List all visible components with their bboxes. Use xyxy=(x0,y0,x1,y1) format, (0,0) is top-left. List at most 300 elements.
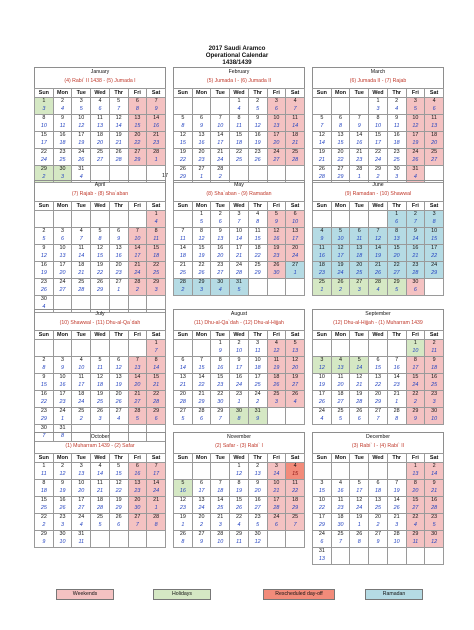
gregorian-day: 7 xyxy=(395,480,399,486)
day-cell xyxy=(230,211,249,228)
day-cell xyxy=(313,514,332,531)
gregorian-day: 29 xyxy=(153,279,160,285)
gregorian-day: 8 xyxy=(395,228,399,234)
gregorian-day: 16 xyxy=(40,262,47,268)
hijri-day: 18 xyxy=(59,139,66,146)
day-cell xyxy=(35,463,54,480)
day-cell xyxy=(211,531,230,548)
weekday-header: Thr xyxy=(387,454,406,463)
hijri-day: 10 xyxy=(40,122,47,129)
week-row xyxy=(313,480,444,497)
empty-cell xyxy=(331,463,350,480)
hijri-day: 16 xyxy=(393,364,400,371)
day-cell xyxy=(109,391,128,408)
gregorian-day: 21 xyxy=(217,149,224,155)
hijri-day: 9 xyxy=(413,415,417,422)
empty-cell xyxy=(147,531,166,548)
empty-cell xyxy=(128,531,147,548)
hijri-day: 14 xyxy=(292,122,299,129)
gregorian-day: 27 xyxy=(134,149,141,155)
weekday-header: Wed xyxy=(91,89,110,98)
hijri-day: 6 xyxy=(218,218,222,225)
hijri-day: 28 xyxy=(96,504,103,511)
weekday-header: Wed xyxy=(230,202,249,211)
hijri-day: 18 xyxy=(374,487,381,494)
empty-cell xyxy=(192,98,211,115)
hijri-day: 21 xyxy=(356,381,363,388)
gregorian-day: 27 xyxy=(374,408,381,414)
week-row xyxy=(174,115,305,132)
gregorian-day: 21 xyxy=(153,497,160,503)
day-cell xyxy=(267,497,286,514)
week-row xyxy=(313,531,444,548)
gregorian-day: 22 xyxy=(153,262,160,268)
day-cell xyxy=(35,497,54,514)
weekday-header: Sat xyxy=(425,454,444,463)
day-cell xyxy=(406,340,425,357)
weekday-header: Wed xyxy=(91,202,110,211)
day-cell xyxy=(128,132,147,149)
week-row xyxy=(35,514,166,531)
hijri-day: 3 xyxy=(376,105,380,112)
hijri-day: 6 xyxy=(61,235,65,242)
day-cell xyxy=(425,115,444,132)
hijri-day: 17 xyxy=(198,487,205,494)
hijri-day: 24 xyxy=(78,398,85,405)
day-cell xyxy=(174,245,193,262)
day-cell xyxy=(109,132,128,149)
day-cell xyxy=(286,211,305,228)
hijri-day: 29 xyxy=(179,173,186,180)
hijri-day: 19 xyxy=(273,364,280,371)
gregorian-day: 18 xyxy=(292,132,299,138)
hijri-day: 15 xyxy=(115,470,122,477)
gregorian-day: 19 xyxy=(115,132,122,138)
day-cell xyxy=(109,115,128,132)
hijri-day: 24 xyxy=(235,381,242,388)
gregorian-day: 5 xyxy=(357,480,361,486)
month-table xyxy=(312,330,444,425)
hijri-day: 13 xyxy=(318,555,325,562)
hijri-day: 18 xyxy=(254,364,261,371)
gregorian-day: 29 xyxy=(198,279,205,285)
day-cell xyxy=(230,132,249,149)
hijri-day: 30 xyxy=(337,521,344,528)
week-row xyxy=(35,115,166,132)
weekday-header: Sun xyxy=(35,89,54,98)
gregorian-day: 20 xyxy=(115,391,122,397)
weekday-header: Mon xyxy=(331,89,350,98)
hijri-day: 17 xyxy=(356,487,363,494)
gregorian-day: 5 xyxy=(98,357,102,363)
weekday-header: Fri xyxy=(406,202,425,211)
day-cell xyxy=(91,245,110,262)
hijri-day: 16 xyxy=(179,487,186,494)
gregorian-day: 10 xyxy=(78,480,85,486)
day-cell xyxy=(267,149,286,166)
hijri-day: 15 xyxy=(337,139,344,146)
day-cell xyxy=(53,480,72,497)
weekday-header: Wed xyxy=(369,202,388,211)
day-cell xyxy=(350,132,369,149)
empty-cell xyxy=(53,340,72,357)
week-row xyxy=(174,262,305,279)
hijri-day: 8 xyxy=(181,122,185,129)
gregorian-day: 17 xyxy=(318,514,325,520)
hijri-day: 18 xyxy=(40,487,47,494)
hijri-day: 13 xyxy=(134,364,141,371)
gregorian-day: 11 xyxy=(431,115,437,121)
day-cell xyxy=(192,115,211,132)
weekday-header: Mon xyxy=(192,331,211,340)
month-header xyxy=(34,309,166,330)
gregorian-day: 12 xyxy=(273,228,280,234)
gregorian-day: 9 xyxy=(395,115,399,121)
gregorian-day: 27 xyxy=(198,531,205,537)
gregorian-day: 15 xyxy=(393,245,400,251)
day-cell xyxy=(425,463,444,480)
month-november xyxy=(173,432,305,548)
day-cell xyxy=(230,357,249,374)
empty-cell xyxy=(369,340,388,357)
day-cell xyxy=(174,408,193,425)
hijri-day: 25 xyxy=(153,269,160,276)
hijri-day: 22 xyxy=(40,398,47,405)
day-cell xyxy=(91,480,110,497)
gregorian-day: 20 xyxy=(356,262,363,268)
day-cell xyxy=(230,115,249,132)
week-row xyxy=(35,463,166,480)
weekday-header: Thr xyxy=(387,202,406,211)
hijri-day: 27 xyxy=(217,269,224,276)
hijri-day: 12 xyxy=(115,364,122,371)
hijri-day: 1 xyxy=(237,398,241,405)
hijri-day: 12 xyxy=(235,470,242,477)
week-row xyxy=(35,279,166,296)
gregorian-day: 31 xyxy=(412,166,419,172)
gregorian-day: 16 xyxy=(59,497,66,503)
day-cell xyxy=(286,391,305,408)
gregorian-day: 14 xyxy=(393,374,400,380)
hijri-day: 29 xyxy=(337,173,344,180)
day-cell xyxy=(72,408,91,425)
day-cell xyxy=(248,391,267,408)
hijri-day: 23 xyxy=(356,156,363,163)
gregorian-day: 2 xyxy=(218,211,222,217)
month-name: May xyxy=(234,182,244,188)
day-cell xyxy=(387,132,406,149)
gregorian-day: 7 xyxy=(200,357,204,363)
gregorian-day: 7 xyxy=(395,357,399,363)
day-cell xyxy=(425,228,444,245)
day-cell xyxy=(192,391,211,408)
day-cell xyxy=(248,132,267,149)
day-cell xyxy=(91,391,110,408)
week-row xyxy=(35,357,166,374)
day-cell xyxy=(313,115,332,132)
weekday-header: Fri xyxy=(267,89,286,98)
gregorian-day: 29 xyxy=(412,408,419,414)
month-table xyxy=(173,201,305,296)
gregorian-day: 11 xyxy=(97,480,103,486)
day-cell xyxy=(350,514,369,531)
hijri-day: 11 xyxy=(393,122,400,129)
gregorian-day: 20 xyxy=(198,514,205,520)
gregorian-day: 24 xyxy=(78,149,85,155)
day-cell xyxy=(406,132,425,149)
gregorian-day: 15 xyxy=(374,132,381,138)
day-cell xyxy=(174,132,193,149)
hijri-range: (2) Safar - (3) Rabi` I xyxy=(215,443,263,449)
empty-cell xyxy=(331,548,350,565)
gregorian-day: 12 xyxy=(356,497,363,503)
hijri-day: 24 xyxy=(134,269,141,276)
weekday-header: Mon xyxy=(53,89,72,98)
hijri-day: 21 xyxy=(292,139,299,146)
hijri-day: 1 xyxy=(181,521,185,528)
day-cell xyxy=(286,463,305,480)
hijri-day: 29 xyxy=(318,521,325,528)
gregorian-day: 3 xyxy=(320,480,324,486)
weekday-header: Thr xyxy=(248,331,267,340)
day-cell xyxy=(248,115,267,132)
gregorian-day: 25 xyxy=(273,391,280,397)
day-cell xyxy=(174,391,193,408)
day-cell xyxy=(286,149,305,166)
gregorian-day: 1 xyxy=(42,98,46,104)
hijri-day: 1 xyxy=(61,415,65,422)
gregorian-day: 25 xyxy=(96,149,103,155)
day-cell xyxy=(91,228,110,245)
day-cell xyxy=(267,357,286,374)
gregorian-day: 14 xyxy=(134,245,141,251)
hijri-day: 25 xyxy=(431,381,438,388)
day-cell xyxy=(174,115,193,132)
gregorian-day: 11 xyxy=(273,357,280,363)
hijri-day: 22 xyxy=(292,487,299,494)
gregorian-day: 2 xyxy=(42,357,46,363)
hijri-day: 6 xyxy=(154,415,158,422)
day-cell xyxy=(387,497,406,514)
hijri-day: 2 xyxy=(376,173,380,180)
day-cell xyxy=(313,245,332,262)
day-cell xyxy=(267,245,286,262)
gregorian-day: 21 xyxy=(217,514,224,520)
hijri-day: 4 xyxy=(79,173,83,180)
hijri-day: 21 xyxy=(115,139,122,146)
month-december xyxy=(312,432,444,565)
hijri-day: 5 xyxy=(79,105,83,112)
week-row xyxy=(313,279,444,296)
gregorian-day: 12 xyxy=(337,245,344,251)
hijri-day: 29 xyxy=(134,156,141,163)
weekday-header: Fri xyxy=(267,202,286,211)
month-header xyxy=(34,432,166,453)
gregorian-day: 27 xyxy=(115,408,122,414)
gregorian-day: 9 xyxy=(413,228,417,234)
hijri-day: 27 xyxy=(78,504,85,511)
weekday-header: Sat xyxy=(425,202,444,211)
gregorian-day: 16 xyxy=(235,374,242,380)
gregorian-day: 4 xyxy=(79,357,83,363)
hijri-day: 1 xyxy=(200,173,204,180)
gregorian-day: 19 xyxy=(356,514,363,520)
gregorian-day: 24 xyxy=(431,262,438,268)
day-cell xyxy=(174,497,193,514)
day-cell xyxy=(369,262,388,279)
day-cell xyxy=(147,497,166,514)
weekday-header: Sat xyxy=(147,202,166,211)
hijri-day: 6 xyxy=(274,521,278,528)
gregorian-day: 21 xyxy=(134,262,141,268)
gregorian-day: 28 xyxy=(134,408,141,414)
gregorian-day: 3 xyxy=(274,98,278,104)
hijri-range: (6) Jumada II - (7) Rajab xyxy=(349,78,407,84)
day-cell xyxy=(248,480,267,497)
day-cell xyxy=(53,262,72,279)
month-table xyxy=(173,330,305,425)
gregorian-day: 6 xyxy=(293,211,297,217)
empty-cell xyxy=(387,463,406,480)
gregorian-day: 31 xyxy=(318,548,325,554)
day-cell xyxy=(211,228,230,245)
hijri-day: 10 xyxy=(412,347,419,354)
hijri-day: 20 xyxy=(96,139,103,146)
gregorian-day: 13 xyxy=(115,245,122,251)
hijri-day: 7 xyxy=(237,218,241,225)
hijri-day: 5 xyxy=(181,415,185,422)
hijri-day: 19 xyxy=(412,139,419,146)
day-cell xyxy=(109,357,128,374)
gregorian-day: 22 xyxy=(40,514,47,520)
gregorian-day: 13 xyxy=(115,374,122,380)
day-cell xyxy=(109,463,128,480)
day-cell xyxy=(53,374,72,391)
gregorian-day: 28 xyxy=(134,279,141,285)
legend-holidays-swatch: Holidays xyxy=(153,589,211,600)
hijri-day: 3 xyxy=(42,105,46,112)
hijri-day: 2 xyxy=(200,521,204,528)
hijri-day: 15 xyxy=(318,487,325,494)
gregorian-day: 4 xyxy=(293,98,297,104)
day-cell xyxy=(174,531,193,548)
gregorian-day: 22 xyxy=(153,391,160,397)
gregorian-day: 24 xyxy=(78,514,85,520)
hijri-range: (8) Sha`aban - (9) Ramadan xyxy=(206,191,272,197)
day-cell xyxy=(313,391,332,408)
day-cell xyxy=(331,357,350,374)
hijri-day: 24 xyxy=(292,252,299,259)
week-row xyxy=(174,531,305,548)
day-cell xyxy=(286,497,305,514)
hijri-day: 4 xyxy=(79,521,83,528)
hijri-day: 7 xyxy=(376,415,380,422)
weekday-header: Sat xyxy=(425,331,444,340)
hijri-day: 22 xyxy=(134,139,141,146)
hijri-day: 3 xyxy=(395,521,399,528)
day-cell xyxy=(72,279,91,296)
hijri-day: 17 xyxy=(153,470,160,477)
hijri-day: 18 xyxy=(356,252,363,259)
empty-cell xyxy=(387,340,406,357)
day-cell xyxy=(35,262,54,279)
day-cell xyxy=(267,262,286,279)
gregorian-day: 3 xyxy=(256,340,260,346)
empty-cell xyxy=(174,211,193,228)
day-cell xyxy=(211,149,230,166)
gregorian-day: 16 xyxy=(393,132,400,138)
day-cell xyxy=(211,408,230,425)
hijri-day: 18 xyxy=(235,139,242,146)
hijri-day: 6 xyxy=(320,538,324,545)
weekday-header: Sun xyxy=(174,202,193,211)
gregorian-day: 13 xyxy=(198,132,205,138)
hijri-day: 1 xyxy=(320,286,324,293)
day-cell xyxy=(147,149,166,166)
hijri-day: 26 xyxy=(115,398,122,405)
day-cell xyxy=(91,408,110,425)
day-cell xyxy=(369,357,388,374)
weekday-header: Sat xyxy=(286,89,305,98)
gregorian-day: 9 xyxy=(42,374,46,380)
hijri-day: 14 xyxy=(78,252,85,259)
gregorian-day: 8 xyxy=(237,115,241,121)
hijri-day: 3 xyxy=(98,415,102,422)
hijri-day: 21 xyxy=(318,156,325,163)
week-row xyxy=(174,245,305,262)
gregorian-day: 13 xyxy=(134,480,141,486)
day-cell xyxy=(230,340,249,357)
weekday-header: Tue xyxy=(72,331,91,340)
hijri-day: 7 xyxy=(117,105,121,112)
gregorian-day: 23 xyxy=(393,149,400,155)
empty-cell xyxy=(109,340,128,357)
gregorian-day: 12 xyxy=(96,374,103,380)
hijri-day: 14 xyxy=(273,470,280,477)
gregorian-day: 16 xyxy=(254,132,261,138)
gregorian-day: 28 xyxy=(217,166,224,172)
gregorian-day: 27 xyxy=(292,262,299,268)
hijri-day: 18 xyxy=(393,139,400,146)
month-name: July xyxy=(95,311,105,317)
day-cell xyxy=(72,497,91,514)
day-cell xyxy=(369,497,388,514)
empty-cell xyxy=(72,211,91,228)
gregorian-day: 22 xyxy=(235,149,242,155)
hijri-day: 15 xyxy=(431,235,438,242)
day-cell xyxy=(147,98,166,115)
day-cell xyxy=(230,408,249,425)
gregorian-day: 9 xyxy=(42,245,46,251)
empty-cell xyxy=(350,548,369,565)
gregorian-day: 6 xyxy=(200,115,204,121)
day-cell xyxy=(313,480,332,497)
week-row xyxy=(35,228,166,245)
gregorian-day: 14 xyxy=(217,132,224,138)
calendar-title xyxy=(0,45,474,66)
empty-cell xyxy=(369,211,388,228)
hijri-day: 17 xyxy=(337,252,344,259)
day-cell xyxy=(109,497,128,514)
day-cell xyxy=(192,497,211,514)
month-name: September xyxy=(365,311,391,317)
gregorian-day: 7 xyxy=(218,115,222,121)
weekday-header: Thr xyxy=(109,202,128,211)
day-cell xyxy=(72,374,91,391)
gregorian-day: 6 xyxy=(339,115,343,121)
week-row xyxy=(174,480,305,497)
week-row xyxy=(313,211,444,228)
